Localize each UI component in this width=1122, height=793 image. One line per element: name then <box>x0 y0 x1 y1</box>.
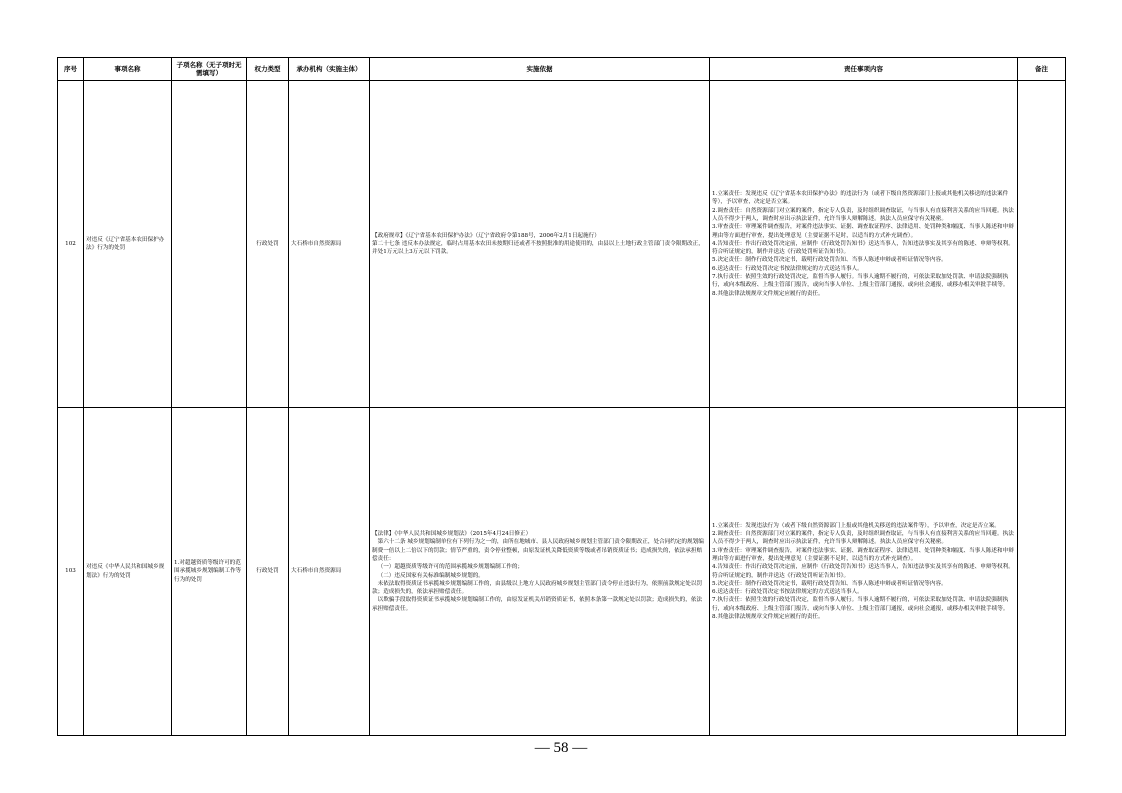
row-power-type: 行政处罚 <box>247 408 289 736</box>
resp-line: 2.调查责任：自然资源部门对立案的案件，指定专人负责，及时组织调查取证，与当事人有直接利害关系的应当回避。执法人员不得少于两人，调查时应出示执法证件，允许当事人辩解陈述。执法人员应保守有关秘密。 <box>712 207 1014 222</box>
resp-line: 8.其他法律法规规章文件规定应履行的责任。 <box>712 613 824 620</box>
basis-line: 未依法取得资质证书承揽城乡规划编制工作的，由县级以上地方人民政府城乡规划主管部门责令停止违法行为，依照前款规定处以罚款；造成损失的，依法承担赔偿责任。 <box>372 580 703 596</box>
resp-line: 5.决定责任：制作行政处罚决定书，载明行政处罚告知、当事人陈述申辩或者听证情况等内容。 <box>712 257 947 264</box>
row-remark <box>1018 81 1066 408</box>
row-sub-item: 1.对超越资质等级许可的范围承揽城乡规划编制工作等行为的处罚 <box>172 408 247 736</box>
resp-line: 8.其他法律法规规章文件规定应履行的责任。 <box>712 290 824 297</box>
row-remark <box>1018 408 1066 736</box>
table-header-row <box>58 58 1066 81</box>
resp-line: 2.调查责任：自然资源部门对立案的案件，指定专人负责，及时组织调查取证，与当事人有直接利害关系的应当回避。执法人员不得少于两人，调查时应出示执法证件，允许当事人辩解陈述。执法人员应保守有关秘密。 <box>712 531 1014 546</box>
basis-line: （二）违反国家有关标准编制城乡规划的。 <box>377 572 484 579</box>
row-organization: 大石桥市自然资源局 <box>289 408 370 736</box>
basis-line: 【法律】《中华人民共和国城乡规划法》（2015年4月24日修正） <box>372 531 532 538</box>
table-row <box>58 408 1066 736</box>
row-organization: 大石桥市自然资源局 <box>289 81 370 408</box>
row-basis <box>370 408 710 736</box>
resp-line: 1.立案责任：发现违反《辽宁省基本农田保护办法》的违法行为（或者下级自然资源部门上报或其他机关移送的违法案件等），予以审查，决定是否立案。 <box>712 191 1009 206</box>
resp-line: 6.送达责任：行政处罚决定书按法律规定的方式送达当事人。 <box>712 265 863 272</box>
row-item-name: 对违反《辽宁省基本农田保护办法》行为的处罚 <box>84 81 172 408</box>
resp-line: 3.审查责任：审理案件调查报告，对案件违法事实、证据、调查取证程序、法律适用、处罚种类和幅度、当事人陈述和申辩理由等方面进行审查，提出处理意见（主要证据不足时，以适当的方式补充调查）。 <box>712 547 1014 562</box>
basis-line: 【政府规章】《辽宁省基本农田保护办法》（辽宁省政府令第188号，2006年2月1日起施行） <box>372 232 600 239</box>
resp-line: 5.决定责任：制作行政处罚决定书，载明行政处罚告知、当事人陈述申辩或者听证情况等内容。 <box>712 580 947 587</box>
row-basis <box>370 81 710 408</box>
page-number: — 58 — <box>534 740 588 756</box>
row-power-type: 行政处罚 <box>247 81 289 408</box>
row-responsibility <box>710 408 1018 736</box>
header-sub-item: 子项名称（无子项时无需填写） <box>172 58 247 81</box>
row-seq: 102 <box>58 81 84 408</box>
header-remark: 备注 <box>1018 58 1066 81</box>
basis-line: （一）超越资质等级许可的范围承揽城乡规划编制工作的； <box>377 564 524 571</box>
row-responsibility <box>710 81 1018 408</box>
header-power-type: 权力类型 <box>247 58 289 81</box>
header-organization: 承办机构（实施主体） <box>289 58 370 81</box>
power-list-table <box>57 57 1066 736</box>
row-item-name: 对违反《中华人民共和国城乡规划法》行为的处罚 <box>84 408 172 736</box>
header-item-name: 事项名称 <box>84 58 172 81</box>
resp-line: 4.告知责任：作出行政处罚决定前，应制作《行政处罚告知书》送达当事人，告知违法事实及其享有的陈述、申辩等权利。符合听证规定的，制作并送达《行政处罚听证告知书》。 <box>712 240 1014 256</box>
table-row <box>58 81 1066 408</box>
basis-line: 第二十七条 违反本办法规定，临时占用基本农田未按期归还或者不按照批准的用途使用的，由县以上土地行政主管部门责令限期改正，并处1万元以上3万元以下罚款。 <box>372 240 704 256</box>
row-seq: 103 <box>58 408 84 736</box>
resp-line: 7.执行责任：依照生效的行政处罚决定，监督当事人履行。当事人逾期不履行的，可依法采取加处罚款、申请法院强制执行，或向本级政府、上级主管部门报告，或向当事人单位、上级主管部门通报，或向社会通报，或移办相关审批手续等。 <box>712 274 1009 289</box>
resp-line: 4.告知责任：作出行政处罚决定前，应制作《行政处罚告知书》送达当事人，告知违法事实及其享有的陈述、申辩等权利。符合听证规定的，制作并送达《行政处罚听证告知书》。 <box>712 564 1014 579</box>
header-responsibility: 责任事项内容 <box>710 58 1018 81</box>
resp-line: 1.立案责任：发现违法行为（或者下级自然资源部门上报或其他机关移送的违法案件等），予以审查，决定是否立案。 <box>712 522 1000 529</box>
resp-line: 3.审查责任：审理案件调查报告，对案件违法事实、证据、调查取证程序、法律适用、处罚种类和幅度、当事人陈述和申辩理由等方面进行审查，提出处理意见（主要证据不足时，以适当的方式补充调查）。 <box>712 224 1014 239</box>
resp-line: 7.执行责任：依照生效的行政处罚决定，监督当事人履行。当事人逾期不履行的，可依法采取加处罚款、申请法院强制执行，或向本级政府、上级主管部门报告，或向当事人单位、上级主管部门通报，或向社会通报，或移办相关审批手续等。 <box>712 597 1009 612</box>
header-seq: 序号 <box>58 58 84 81</box>
basis-line: 第六十二条 城乡规划编制单位有下列行为之一的，由所在地城市、县人民政府城乡规划主管部门责令限期改正，处合同约定的规划编制费一倍以上二倍以下的罚款；情节严重的，责令停业整顿，由原发证机关降低资质等级或者吊销资质证书；造成损失的，依法承担赔偿责任： <box>372 539 704 562</box>
basis-line: 以欺骗手段取得资质证书承揽城乡规划编制工作的，由原发证机关吊销资质证书，依照本条第一款规定处以罚款；造成损失的，依法承担赔偿责任。 <box>372 597 703 612</box>
header-basis: 实施依据 <box>370 58 710 81</box>
row-sub-item <box>172 81 247 408</box>
resp-line: 6.送达责任：行政处罚决定书按法律规定的方式送达当事人。 <box>712 589 863 596</box>
